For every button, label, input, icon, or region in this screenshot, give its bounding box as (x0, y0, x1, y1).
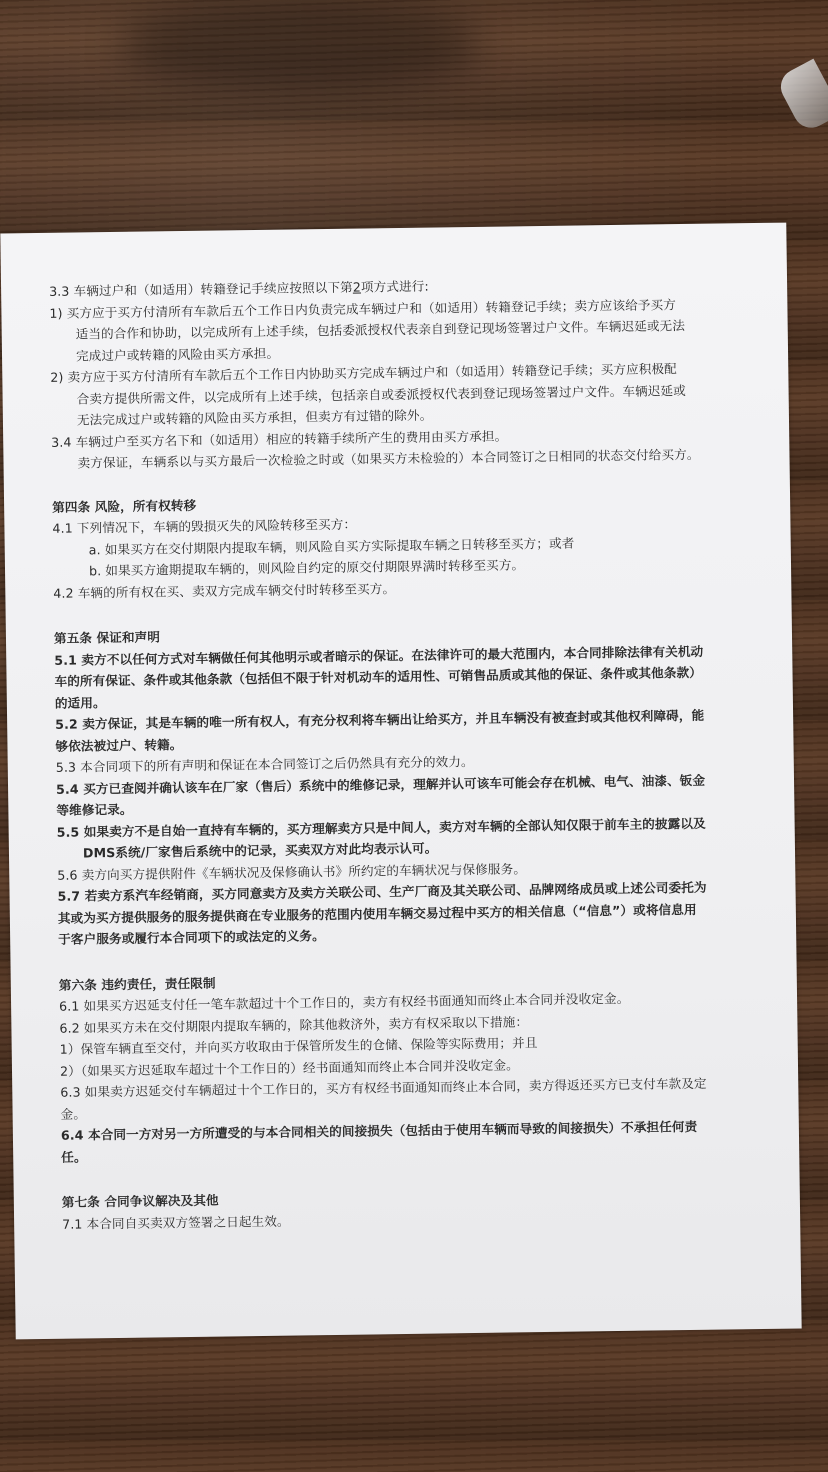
clause-4-2: 4.2 车辆的所有权在买、卖双方完成车辆交付时转移至买方。 (53, 580, 396, 601)
clause-6-2: 6.2 如果买方未在交付期限内提取车辆的，除其他救济外，卖方有权采取以下措施： (59, 1013, 529, 1036)
clause-5-4-line2: 等维修记录。 (56, 801, 133, 818)
clause-4-1: 4.1 下列情况下，车辆的毁损灭失的风险转移至买方： (52, 516, 357, 536)
clause-5-5-line2: DMS系统/厂家售后系统中的记录，买卖双方对此均表示认可。 (82, 840, 438, 861)
contract-page (0, 223, 801, 1340)
clause-3-3-2-line2: 合卖方提供所需文件，以完成所有上述手续，包括亲自或委派授权代表到登记现场签署过户文件。车辆迟延或 (76, 382, 686, 406)
clause-5-4-line1: 5.4 买方已查阅并确认该车在厂家（售后）系统中的维修记录，理解并认可该车可能会存在机械、电气、油漆、钣金 (55, 772, 706, 797)
clause-5-1-line1: 5.1 卖方不以任何方式对车辆做任何其他明示或者暗示的保证。在法律许可的最大范围内，本合同排除法律有关机动 (54, 643, 704, 668)
clause-3-4: 3.4 车辆过户至买方名下和（如适用）相应的转籍手续所产生的费用由买方承担。 (51, 427, 508, 450)
clause-5-7-line3: 于客户服务或履行本合同项下的或法定的义务。 (58, 928, 325, 947)
clause-6-4-line1: 6.4 本合同一方对另一方所遭受的与本合同相关的间接损失（包括由于使用车辆而导致的间接损失）不承担任何责 (60, 1118, 698, 1143)
clause-5-7-line2: 其或为买方提供服务的服务提供商在专业服务的范围内使用车辆交易过程中买方的相关信息（“信息”）或将信息用 (57, 901, 697, 926)
clause-5-5-line1: 5.5 如果卖方不是自始一直持有车辆的，买方理解卖方只是中间人，卖方对车辆的全部认知仅限于前车主的披露以及 (56, 815, 706, 840)
clause-7-1: 7.1 本合同自买卖双方签署之日起生效。 (62, 1213, 290, 1232)
clause-5-2-line2: 够依法被过户、转籍。 (55, 736, 183, 754)
article-7-title: 第七条 合同争议解决及其他 (61, 1192, 219, 1210)
article-5-title: 第五条 保证和声明 (53, 629, 161, 646)
clause-3-3-text: 3.3 车辆过户和（如适用）转籍登记手续应按照以下第 (49, 279, 353, 299)
selected-option: 2 (352, 279, 362, 295)
clause-6-2-1: 1）保管车辆直至交付，并向买方收取由于保管所发生的仓储、保险等实际费用；并且 (59, 1035, 538, 1057)
clause-3-3-text-end: 项方式进行: (360, 278, 429, 295)
background-shadow (120, 0, 480, 90)
clause-3-3-2-line3: 无法完成过户或转籍的风险由买方承担，但卖方有过错的除外。 (76, 407, 433, 428)
contract-text (49, 271, 752, 1235)
clause-6-3-line2: 金。 (60, 1105, 87, 1122)
clause-4-1-a: a. 如果买方在交付期限内提取车辆，则风险自买方实际提取车辆之日转移至买方；或者 (88, 535, 575, 557)
article-4-title: 第四条 风险，所有权转移 (52, 497, 197, 515)
clause-3-3-2-line1: 2) 卖方应于买方付清所有车款后五个工作日内协助买方完成车辆过户和（如适用）转籍登记手续；买方应积极配 (50, 361, 677, 385)
clause-3-4-warranty: 卖方保证，车辆系以与买方最后一次检验之时或（如果买方未检验的）本合同签订之日相同的状态交付给买方。 (77, 446, 700, 471)
clause-3-3-1-line2: 适当的合作和协助，以完成所有上述手续，包括委派授权代表亲自到登记现场签署过户文件。车辆迟延或无法 (75, 317, 686, 342)
clause-5-7-line1: 5.7 若卖方系汽车经销商，买方同意卖方及卖方关联公司、生产厂商及其关联公司、品牌网络成员或上述公司委托为 (57, 879, 707, 904)
clause-6-3-line1: 6.3 如果卖方迟延交付车辆超过十个工作日的，买方有权经书面通知而终止本合同，卖方得返还买方已支付车款及定 (60, 1075, 707, 1100)
clause-6-1: 6.1 如果买方迟延支付任一笔车款超过十个工作日的，卖方有权经书面通知而终止本合同并没收定金。 (59, 990, 630, 1014)
clause-5-6: 5.6 卖方向买方提供附件《车辆状况及保修确认书》所约定的车辆状况与保修服务。 (57, 860, 527, 883)
clause-5-3: 5.3 本合同项下的所有声明和保证在本合同签订之后仍然具有充分的效力。 (55, 753, 474, 775)
bottle-object (775, 59, 828, 134)
clause-3-3-1-line1: 1) 买方应于买方付清所有车款后五个工作日内负责完成车辆过户和（如适用）转籍登记手续；卖方应该给予买方 (49, 296, 677, 321)
article-6-title: 第六条 违约责任，责任限制 (58, 975, 216, 993)
clause-6-4-line2: 任。 (61, 1148, 87, 1165)
clause-5-1-line3: 的适用。 (54, 694, 106, 711)
clause-4-1-b: b. 如果买方逾期提取车辆的，则风险自约定的原交付期限界满时转移至买方。 (88, 557, 525, 579)
clause-6-2-2: 2）（如果买方迟延取车超过十个工作日的）经书面通知而终止本合同并没收定金。 (59, 1056, 519, 1079)
clause-5-2-line1: 5.2 卖方保证，其是车辆的唯一所有权人，有充分权利将车辆出让给买方，并且车辆没有被查封或其他权利障碍，能 (55, 707, 705, 732)
clause-5-1-line2: 车的所有保证、条件或其他条款（包括但不限于针对机动车的适用性、可销售品质或其他的保证、条件或其他条款） (54, 664, 703, 689)
clause-3-3-1-line3: 完成过户或转籍的风险由买方承担。 (75, 345, 280, 363)
